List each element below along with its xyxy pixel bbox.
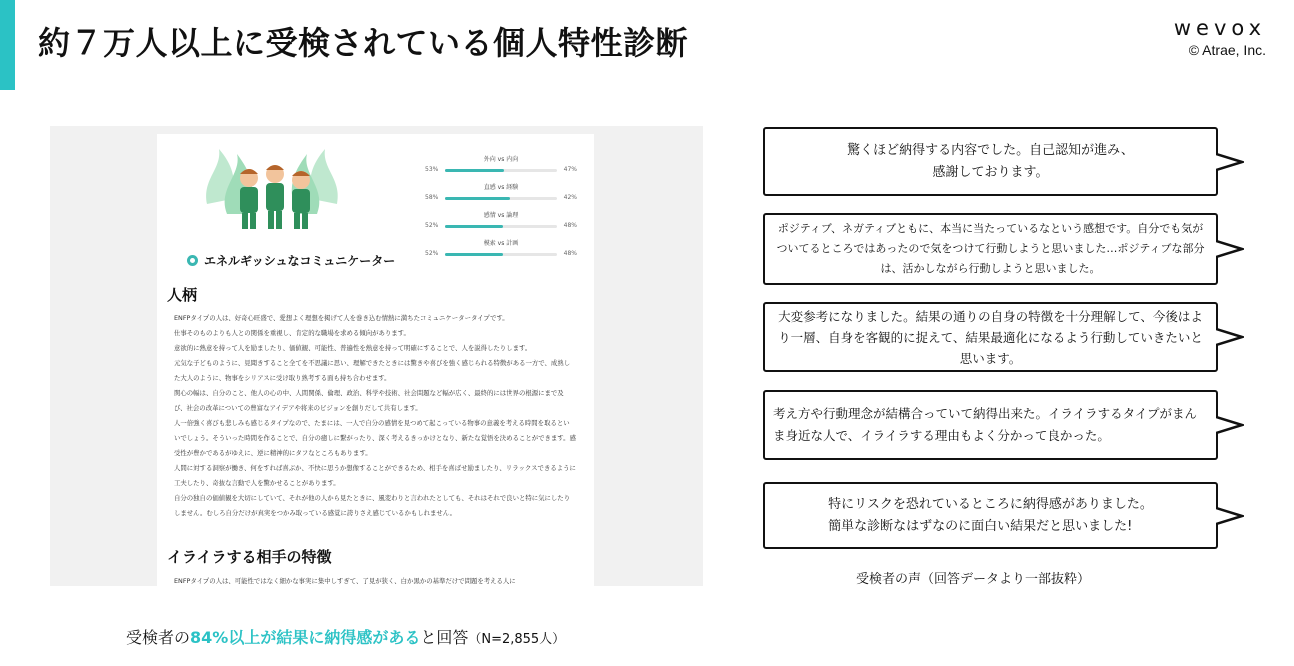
trait-label: 模索 vs 計画: [483, 240, 519, 247]
voice-bubble: [763, 213, 1218, 285]
copyright: © Atrae, Inc.: [1188, 42, 1266, 58]
speech-tail-icon: [1216, 504, 1244, 528]
type-badge-icon: [187, 255, 198, 266]
stat-prefix: 受検者の: [126, 628, 191, 647]
trait-bar-fill: [445, 197, 510, 200]
paragraph: 意欲的に熱意を持って人を励ましたり、価値観、可能性、普遍性を熱意を持って明確にすることで、人を説得したりします。: [174, 344, 532, 352]
paragraph: 仕事そのものよりも人との関係を重視し、肯定的な職場を求める傾向があります。: [174, 329, 410, 337]
accent-bar: [0, 0, 15, 90]
speech-tail-icon: [1216, 325, 1244, 349]
paragraph: ENFPタイプの人は、好奇心旺盛で、愛想よく理想を掲げて人を巻き込む情熱に満ちたコミュニケータータイプです。: [174, 314, 509, 322]
team-illustration: [197, 144, 347, 239]
voice-text: 特にリスクを恐れているところに納得感がありました。 簡単な診断なはずなのに面白い結果だと思いました!: [828, 496, 1153, 534]
trait-row: [425, 154, 577, 182]
paragraph: 人間に対する洞察が働き、何をすれば喜ぶか、不快に思うか想像することができるため、相手を喜ばせ励ましたり、リラックスできるように工夫したり、奇抜な言動で人を驚かせることがあります。: [174, 464, 576, 487]
trait-left-value: 53%: [425, 166, 439, 173]
irritation-text: ENFPタイプの人は、可能性ではなく細かな事実に集中しすぎて、了見が狭く、白か黒かの基準だけで問題を考える人に: [174, 577, 516, 585]
voice-bubble: [763, 302, 1218, 372]
report-sheet: [157, 134, 594, 586]
section-heading-irritation: イライラする相手の特徴: [167, 548, 332, 566]
trait-right-value: 47%: [563, 166, 577, 173]
paragraph: 自分の独自の価値観を大切にしていて、それが他の人から見たときに、風変わりと言われたとしても、それはそれで良いと特に気にしたりしません。むしろ自分だけが真実をつかみ取っている感覚に誇りさえ感じているかもしれません。: [174, 494, 571, 517]
type-name: [187, 252, 395, 269]
wevox-logo: wevox: [1173, 16, 1266, 40]
trait-list: [425, 154, 577, 266]
report-preview: [50, 126, 703, 586]
satisfaction-stat: [126, 625, 565, 648]
voice-text: 大変参考になりました。結果の通りの自身の特徴を十分理解して、今後はより一層、自身を客観的に捉えて、結果最適化になるよう行動していきたいと思います。: [778, 308, 1203, 366]
speech-tail-icon: [1216, 237, 1244, 261]
trait-row: [425, 238, 577, 266]
paragraph: 人一倍強く喜びも悲しみも感じるタイプなので、たまには、一人で自分の感情を見つめて起こっている物事の意義を考える時間を取るといいでしょう。そういった時間を作ることで、自分の癒しに繋がったり、深く考えるきっかけとなり、新たな覚悟を決めることができます。感受性が豊かであるがゆえに、逆に精神的にタフなところもあります。: [174, 419, 576, 457]
trait-row: [425, 210, 577, 238]
trait-right-value: 42%: [563, 194, 577, 201]
paragraph: 関心の幅は、自分のこと、他人の心の中、人間関係、倫理、政治、科学や技術、社会問題など幅が広く、最終的には世界の根源にまで及び、社会の改革についての豊富なアイデアや将来のビジョンを創りだして共有します。: [174, 389, 564, 412]
stat-sample-size: （N=2,855人）: [468, 632, 566, 647]
trait-label: 感情 vs 論理: [483, 212, 519, 219]
voices-caption: 受検者の声（回答データより一部抜粋）: [856, 572, 1091, 587]
trait-left-value: 52%: [425, 250, 439, 257]
voice-bubble: [763, 390, 1218, 460]
trait-bar: [445, 197, 557, 200]
trait-label: 直感 vs 経験: [483, 184, 519, 191]
paragraph: 元気な子どものように、見聞きすること全てを不思議に思い、理解できたときには驚きや喜びを強く感じられる特徴がある一方で、成熟した大人のように、物事をシリアスに受け取り熟考する面も持ち合わせます。: [174, 359, 571, 382]
trait-left-value: 52%: [425, 222, 439, 229]
trait-right-value: 48%: [563, 250, 577, 257]
section-heading-personality: 人柄: [167, 286, 198, 304]
trait-row: [425, 182, 577, 210]
trait-right-value: 48%: [563, 222, 577, 229]
voice-text: ポジティブ、ネガティブともに、本当に当たっているなという感想です。自分でも気がついてるところではあったので気をつけて行動しようと思いました…ポジティブな部分は、活かしながら行動しようと思いました。: [776, 222, 1205, 275]
voice-bubble: [763, 482, 1218, 549]
voice-bubble: [763, 127, 1218, 196]
stat-suffix: と回答: [420, 628, 469, 647]
stat-highlight: 84%以上が結果に納得感がある: [190, 628, 421, 647]
page-title: 約７万人以上に受検されている個人特性診断: [38, 24, 689, 62]
trait-bar: [445, 253, 557, 256]
speech-tail-icon: [1216, 150, 1244, 174]
voice-text: 考え方や行動理念が結構合っていて納得出来た。イライラするタイプがまんま身近な人で、イライラする理由もよく分かって良かった。: [773, 406, 1198, 443]
trait-label: 外向 vs 内向: [483, 156, 519, 163]
type-name-label: エネルギッシュなコミュニケーター: [204, 254, 396, 268]
trait-bar: [445, 169, 557, 172]
voice-text: 驚くほど納得する内容でした。自己認知が進み、 感謝しております。: [847, 142, 1134, 180]
trait-bar-fill: [445, 253, 503, 256]
brand-block: [1174, 16, 1266, 58]
trait-bar-fill: [445, 225, 503, 228]
speech-tail-icon: [1216, 413, 1244, 437]
trait-bar: [445, 225, 557, 228]
trait-left-value: 58%: [425, 194, 439, 201]
trait-bar-fill: [445, 169, 504, 172]
personality-text: [174, 311, 576, 521]
